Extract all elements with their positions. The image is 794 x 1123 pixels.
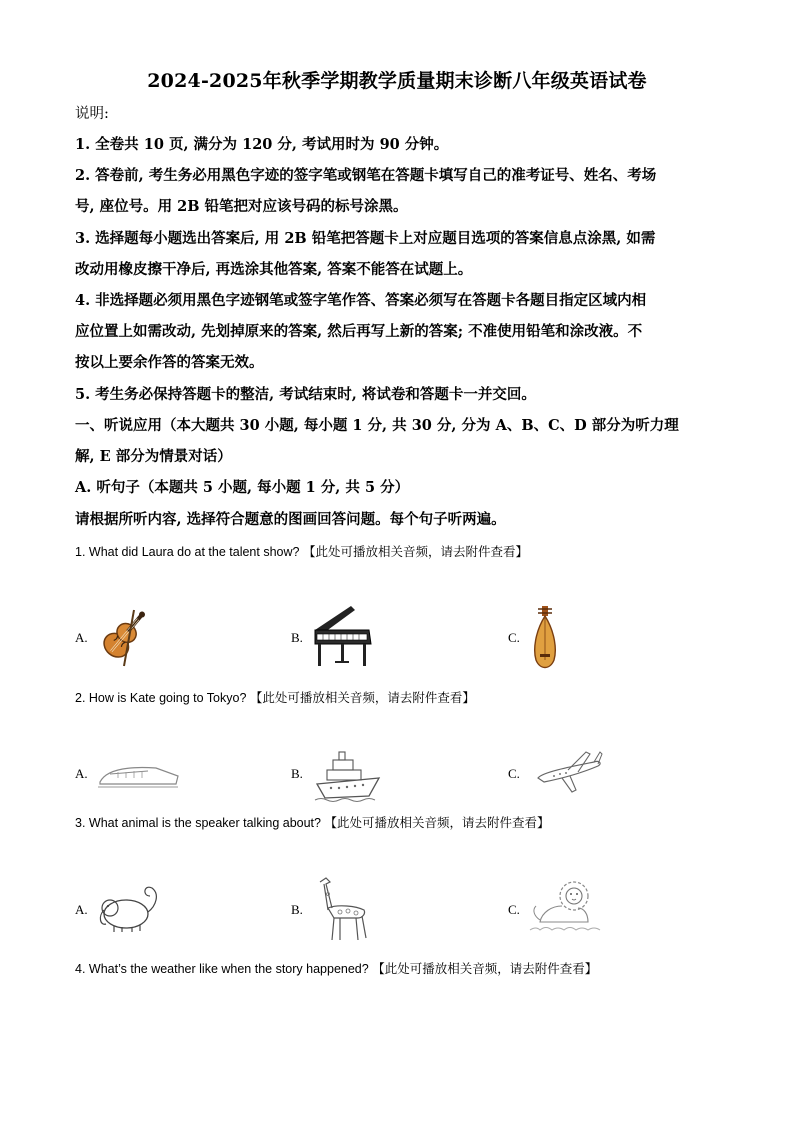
- violin-icon[interactable]: [94, 604, 154, 668]
- giraffe-icon[interactable]: [312, 874, 374, 942]
- audio-note[interactable]: 【此处可播放相关音频，请去附件查看】: [249, 690, 475, 705]
- pipa-icon[interactable]: [530, 604, 560, 670]
- question-1: [75, 542, 528, 560]
- option-label: C.: [508, 766, 520, 781]
- question-4: [75, 959, 597, 977]
- partA-instruction: 请根据所听内容, 选择符合题意的图画回答问题。每个句子听两遍。: [75, 511, 506, 528]
- instruction-4b: 应位置上如需改动, 先划掉原来的答案, 然后再写上新的答案; 不准使用铅笔和涂改液。不: [75, 323, 643, 340]
- page-title: 2024-2025年秋季学期教学质量期末诊断八年级英语试卷: [147, 70, 647, 92]
- question-text: 3. What animal is the speaker talking about?: [75, 816, 321, 830]
- option-label: A.: [75, 902, 88, 917]
- option-label: C.: [508, 630, 520, 645]
- instruction-3b: 改动用橡皮擦干净后, 再选涂其他答案, 答案不能答在试题上。: [75, 261, 473, 278]
- option-label: A.: [75, 630, 88, 645]
- section1-heading-a: 一、听说应用（本大题共 30 小题, 每小题 1 分, 共 30 分, 分为 A、B、C、D 部分为听力理: [75, 417, 679, 434]
- instructions-heading: 说明:: [75, 106, 109, 122]
- option-label: B.: [291, 630, 303, 645]
- section1-heading-b: 解, E 部分为情景对话）: [75, 448, 232, 465]
- instruction-4c: 按以上要余作答的答案无效。: [75, 354, 264, 371]
- option-label: A.: [75, 766, 88, 781]
- option-label: B.: [291, 766, 303, 781]
- partA-heading: A. 听句子（本题共 5 小题, 每小题 1 分, 共 5 分）: [75, 479, 410, 496]
- option-label: B.: [291, 902, 303, 917]
- audio-note[interactable]: 【此处可播放相关音频，请去附件查看】: [372, 961, 598, 976]
- audio-note[interactable]: 【此处可播放相关音频，请去附件查看】: [302, 544, 528, 559]
- ship-icon[interactable]: [313, 748, 385, 804]
- question-text: 2. How is Kate going to Tokyo?: [75, 691, 247, 705]
- instruction-1: 1. 全卷共 10 页, 满分为 120 分, 考试用时为 90 分钟。: [75, 136, 449, 153]
- instruction-3a: 3. 选择题每小题选出答案后, 用 2B 铅笔把答题卡上对应题目选项的答案信息点涂黑, 如需: [75, 230, 656, 247]
- question-2: [75, 688, 475, 706]
- instruction-2b: 号, 座位号。用 2B 铅笔把对应该号码的标号涂黑。: [75, 198, 408, 215]
- elephant-icon[interactable]: [96, 882, 162, 934]
- plane-icon[interactable]: [534, 748, 604, 796]
- option-label: C.: [508, 902, 520, 917]
- question-text: 4. What’s the weather like when the story happened?: [75, 962, 369, 976]
- question-text: 1. What did Laura do at the talent show?: [75, 545, 300, 559]
- instruction-4a: 4. 非选择题必须用黑色字迹钢笔或签字笔作答、答案必须写在答题卡各题目指定区域内相: [75, 292, 647, 309]
- train-icon[interactable]: [96, 762, 180, 790]
- lion-icon[interactable]: [528, 876, 604, 936]
- piano-icon[interactable]: [311, 604, 375, 672]
- audio-note[interactable]: 【此处可播放相关音频，请去附件查看】: [324, 815, 550, 830]
- question-3: [75, 813, 549, 831]
- instruction-2a: 2. 答卷前, 考生务必用黑色字迹的签字笔或钢笔在答题卡填写自己的准考证号、姓名、考场: [75, 167, 657, 184]
- instruction-5: 5. 考生务必保持答题卡的整洁, 考试结束时, 将试卷和答题卡一并交回。: [75, 386, 536, 403]
